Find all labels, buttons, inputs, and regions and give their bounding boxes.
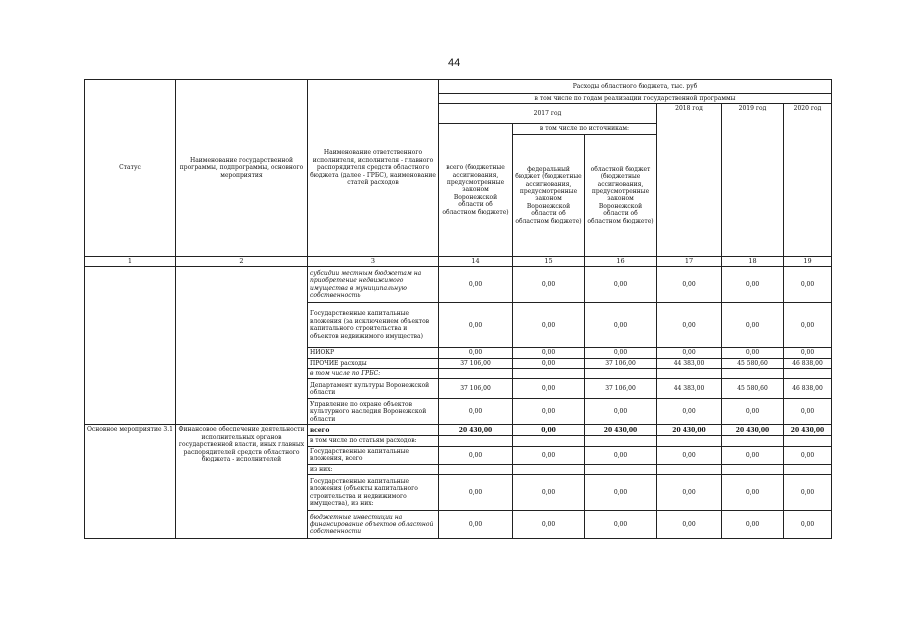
row-label: НИОКР	[308, 348, 439, 358]
value-cell: 0,00	[513, 446, 585, 464]
row-label: Государственные капитальные вложения (за исключением объектов капитального строительства и объектов недвижимого имущества)	[308, 303, 439, 348]
value-cell: 37 106,00	[585, 379, 657, 399]
row-label: Государственные капитальные вложения, всего	[308, 446, 439, 464]
col-number: 3	[308, 256, 439, 266]
value-cell: 0,00	[585, 348, 657, 358]
row-label: Государственные капитальные вложения (объекты капитального строительства и недвижимого имущества), из них:	[308, 475, 439, 511]
value-cell: 20 430,00	[784, 425, 832, 436]
value-cell: 46 838,00	[784, 379, 832, 399]
value-cell: 0,00	[513, 511, 585, 539]
value-cell: 0,00	[784, 511, 832, 539]
value-cell: 0,00	[722, 348, 784, 358]
header-expenses-title: Расходы областного бюджета, тыс. руб	[439, 80, 832, 94]
value-cell: 0,00	[784, 348, 832, 358]
row-label: из них:	[308, 464, 439, 474]
value-cell: 0,00	[657, 475, 722, 511]
value-cell: 0,00	[722, 475, 784, 511]
value-cell: 0,00	[657, 303, 722, 348]
value-cell: 0,00	[784, 446, 832, 464]
row-label: субсидии местным бюджетам на приобретение недвижимого имущества в муниципальную собственность	[308, 267, 439, 303]
value-cell: 0,00	[513, 425, 585, 436]
value-cell: 0,00	[513, 348, 585, 358]
value-cell: 0,00	[439, 303, 513, 348]
value-cell: 0,00	[722, 267, 784, 303]
row-label: ПРОЧИЕ расходы	[308, 358, 439, 368]
value-cell: 0,00	[585, 303, 657, 348]
value-cell: 0,00	[513, 358, 585, 368]
value-cell: 0,00	[784, 303, 832, 348]
value-cell: 0,00	[585, 511, 657, 539]
value-cell: 0,00	[585, 446, 657, 464]
measure-status: Основное мероприятие 3.1	[85, 425, 176, 539]
value-cell: 0,00	[439, 446, 513, 464]
header-status: Статус	[85, 80, 176, 257]
value-cell: 0,00	[439, 267, 513, 303]
value-cell: 0,00	[513, 475, 585, 511]
value-cell: 0,00	[439, 511, 513, 539]
col-number: 14	[439, 256, 513, 266]
header-by-years: в том числе по годам реализации государственной программы	[439, 94, 832, 104]
row-label: Департамент культуры Воронежской области	[308, 379, 439, 399]
value-cell: 20 430,00	[657, 425, 722, 436]
col-number: 16	[585, 256, 657, 266]
value-cell: 0,00	[722, 303, 784, 348]
value-cell: 0,00	[722, 446, 784, 464]
value-cell: 0,00	[784, 475, 832, 511]
value-cell: 0,00	[585, 267, 657, 303]
row-label: бюджетные инвестиции на финансирование объектов областной собственности	[308, 511, 439, 539]
value-cell: 0,00	[513, 379, 585, 399]
col-number: 2	[176, 256, 308, 266]
value-cell: 45 580,60	[722, 358, 784, 368]
header-regional-col: областной бюджет (бюджетные ассигнования, предусмотренные законом Воронежской области об областном бюджете)	[585, 134, 657, 256]
value-cell: 0,00	[784, 267, 832, 303]
value-cell: 45 580,60	[722, 379, 784, 399]
expenses-table	[84, 79, 832, 539]
value-cell: 0,00	[657, 399, 722, 425]
header-federal-col: федеральный бюджет (бюджетные ассигнования, предусмотренные законом Воронежской области об областном бюджете)	[513, 134, 585, 256]
header-by-sources: в том числе по источникам:	[513, 124, 657, 134]
name-cell-empty	[176, 267, 308, 425]
col-number: 15	[513, 256, 585, 266]
header-total-col: всего (бюджетные ассигнования, предусмотренные законом Воронежской области об областном бюджете)	[439, 124, 513, 256]
value-cell: 0,00	[513, 303, 585, 348]
value-cell: 20 430,00	[585, 425, 657, 436]
value-cell: 0,00	[513, 267, 585, 303]
header-responsible: Наименование ответственного исполнителя, исполнителя - главного распорядителя средств областного бюджета (далее - ГРБС), наименование статей расходов	[308, 80, 439, 257]
value-cell: 0,00	[657, 348, 722, 358]
value-cell: 0,00	[657, 267, 722, 303]
value-cell: 46 838,00	[784, 358, 832, 368]
header-year-2020: 2020 год	[784, 104, 832, 256]
value-cell: 0,00	[439, 348, 513, 358]
value-cell: 37 106,00	[585, 358, 657, 368]
value-cell: 0,00	[439, 399, 513, 425]
value-cell: 20 430,00	[439, 425, 513, 436]
value-cell: 20 430,00	[722, 425, 784, 436]
value-cell: 0,00	[513, 399, 585, 425]
header-year-2019: 2019 год	[722, 104, 784, 256]
table-row	[85, 267, 832, 303]
header-year-2017: 2017 год	[439, 104, 657, 124]
header-year-2018: 2018 год	[657, 104, 722, 256]
row-label: в том числе по статьям расходов:	[308, 436, 439, 446]
header-program-name: Наименование государственной программы, подпрограммы, основного мероприятия	[176, 80, 308, 257]
status-cell-empty	[85, 267, 176, 425]
table-row	[85, 425, 832, 436]
value-cell: 0,00	[784, 399, 832, 425]
measure-name: Финансовое обеспечение деятельности исполнительных органов государственной власти, иных главных распорядителей средств областного бюджета - исполнителей	[176, 425, 308, 539]
row-label: в том числе по ГРБС:	[308, 369, 439, 379]
page-number: 44	[448, 57, 461, 69]
value-cell: 37 106,00	[439, 358, 513, 368]
value-cell: 0,00	[657, 446, 722, 464]
value-cell: 0,00	[722, 511, 784, 539]
row-label: всего	[308, 425, 439, 436]
value-cell: 0,00	[585, 475, 657, 511]
col-number: 18	[722, 256, 784, 266]
value-cell: 44 383,00	[657, 358, 722, 368]
row-label: Управление по охране объектов культурного наследия Воронежской области	[308, 399, 439, 425]
value-cell: 44 383,00	[657, 379, 722, 399]
col-number: 17	[657, 256, 722, 266]
value-cell: 0,00	[722, 399, 784, 425]
value-cell: 0,00	[585, 399, 657, 425]
value-cell: 37 106,00	[439, 379, 513, 399]
value-cell: 0,00	[657, 511, 722, 539]
col-number: 1	[85, 256, 176, 266]
col-number: 19	[784, 256, 832, 266]
value-cell: 0,00	[439, 475, 513, 511]
